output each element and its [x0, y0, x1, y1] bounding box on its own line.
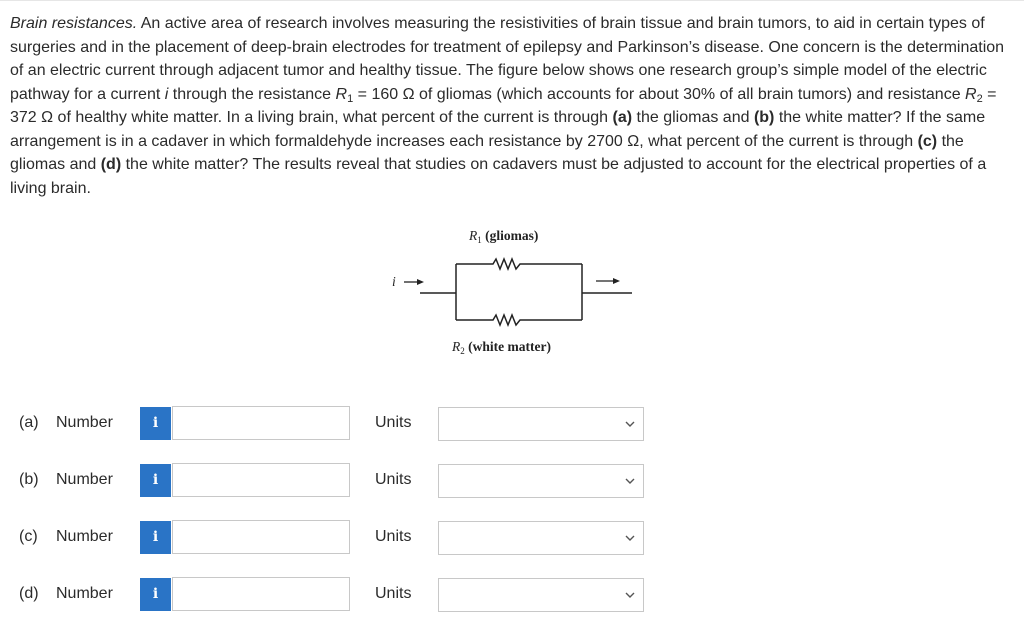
answer-row-d	[0, 577, 1024, 613]
current-label: i	[392, 274, 396, 289]
problem-title: Brain resistances.	[10, 15, 138, 32]
chevron-down-icon	[625, 533, 635, 543]
top-divider	[0, 0, 1024, 1]
units-label: Units	[375, 471, 412, 488]
r2-label: $R_2$ (white matter)	[452, 339, 551, 356]
info-button[interactable]	[140, 521, 171, 554]
info-icon: i	[152, 529, 159, 545]
number-input-a[interactable]	[172, 406, 350, 440]
info-icon: i	[152, 586, 159, 602]
info-icon: i	[152, 415, 159, 431]
number-label: Number	[56, 585, 113, 602]
chevron-down-icon	[625, 590, 635, 600]
chevron-down-icon	[625, 476, 635, 486]
part-label: (c)	[19, 528, 38, 545]
number-label: Number	[56, 528, 113, 545]
answer-row-c	[0, 520, 1024, 556]
units-select-a[interactable]	[438, 407, 644, 441]
units-label: Units	[375, 585, 412, 602]
r2-resistor	[456, 315, 582, 325]
units-label: Units	[375, 528, 412, 545]
units-select-b[interactable]	[438, 464, 644, 498]
number-label: Number	[56, 471, 113, 488]
info-button[interactable]	[140, 578, 171, 611]
number-label: Number	[56, 414, 113, 431]
part-label: (a)	[19, 414, 39, 431]
units-label: Units	[375, 414, 412, 431]
current-arrow-left	[404, 279, 424, 285]
answer-row-a	[0, 406, 1024, 442]
r1-label: $R_1$ (gliomas)	[469, 228, 539, 245]
chevron-down-icon	[625, 419, 635, 429]
info-button[interactable]	[140, 407, 171, 440]
circuit-diagram	[380, 222, 650, 362]
answer-row-b	[0, 463, 1024, 499]
number-input-d[interactable]	[172, 577, 350, 611]
number-input-c[interactable]	[172, 520, 350, 554]
part-label: (d)	[19, 585, 39, 602]
units-select-d[interactable]	[438, 578, 644, 612]
units-select-c[interactable]	[438, 521, 644, 555]
current-arrow-right	[596, 278, 620, 284]
number-input-b[interactable]	[172, 463, 350, 497]
problem-statement: Brain resistances. An active area of research involves measuring the resistivities of brain tissue and brain tumors, to aid in certain types of surgeries and in the placement of deep-brain electrodes for treatment of epilepsy and Parkinson’s disease. One concern is the determination of an electric current through adjacent tumor and healthy tissue. The figure below shows one research group’s simple model of the electric pathway for a current i through the resistance $R_1 = 160$ Ω of gliomas (which accounts for about 30% of all brain tumors) and resistance $R_2 = 372$ Ω of healthy white matter. In a living brain, what percent of the current is through (a) the gliomas and (b) the white matter? If the same arrangement is in a cadaver in which formaldehyde increases each resistance by 2700 Ω, what percent of the current is through (c) the gliomas and (d) the white matter? The results reveal that studies on cadavers must be adjusted to account for the electrical properties of a living brain.	[10, 15, 1005, 197]
circuit-figure	[380, 222, 650, 362]
info-icon: i	[152, 472, 159, 488]
info-button[interactable]	[140, 464, 171, 497]
part-label: (b)	[19, 471, 39, 488]
r1-resistor	[456, 259, 582, 269]
